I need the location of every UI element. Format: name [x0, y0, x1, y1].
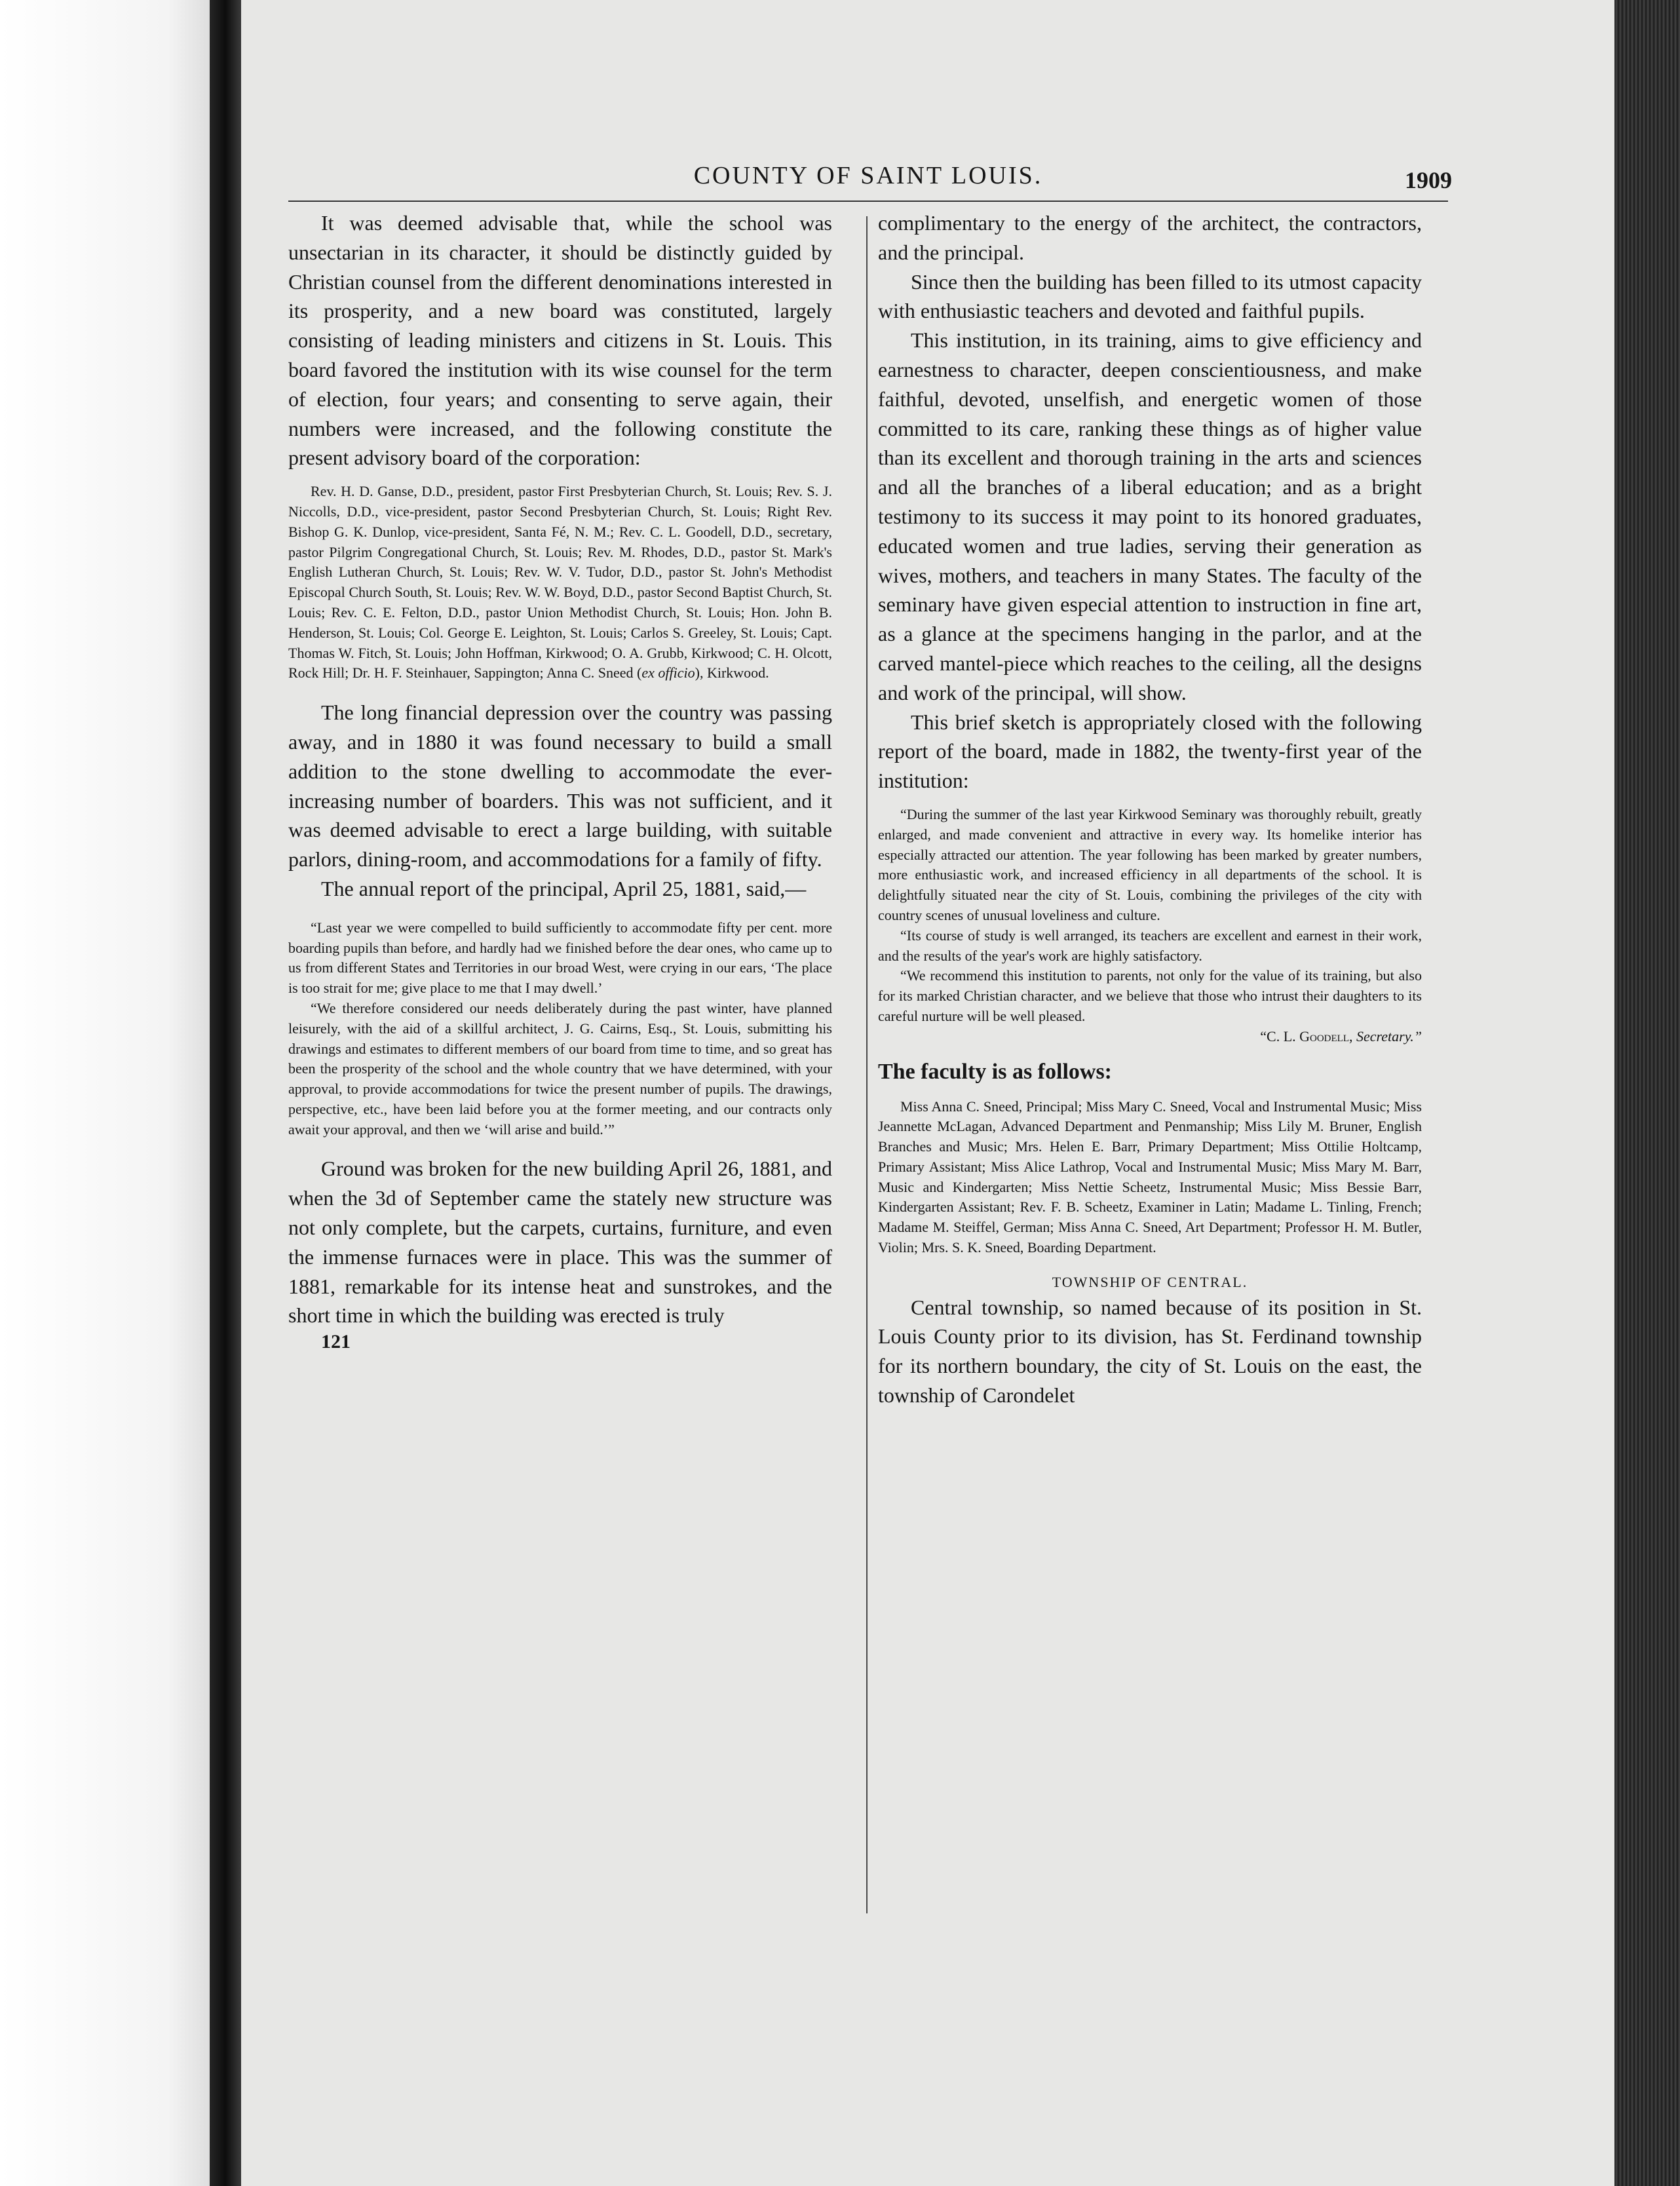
board-list-italic: ex officio	[641, 664, 695, 681]
quote-paragraph: “Last year we were compelled to build sufficiently to accommodate fifty per cent. more boarding pupils than before, and hardly had we finished before the dear ones, who came up to us from different States and Territories in our broad West, were crying in our ears, ‘The place is too strait for me; give place to me that I may dwell.’	[288, 919, 832, 997]
paragraph: complimentary to the energy of the architect, the contractors, and the principal.	[878, 211, 1422, 264]
facing-page-edge	[0, 0, 210, 2186]
paragraph: Central township, so named because of its position in St. Louis County prior to its division, has St. Ferdinand township for its northern boundary, the city of St. Louis on the east, the township of Carondelet	[878, 1295, 1422, 1408]
right-column	[878, 208, 1422, 1410]
signature-title: Secretary.”	[1356, 1027, 1422, 1045]
quote-paragraph: “We recommend this institution to parents, not only for the value of its training, but also for its marked Christian character, and we believe that those who intrust their daughters to its careful nurture will be well pleased.	[878, 967, 1422, 1024]
page-stack-edge	[1614, 0, 1680, 2186]
left-column	[288, 208, 832, 1354]
book-gutter	[210, 0, 241, 2186]
board-list	[288, 482, 832, 683]
page-header	[288, 161, 1452, 201]
signature-mark: 121	[321, 1331, 351, 1353]
board-list-text: Rev. H. D. Ganse, D.D., president, pastor First Presbyterian Church, St. Louis; Rev. S. J. Niccolls, D.D., vice-president, pastor Second Presbyterian Church, St. Louis; Right Rev. Bishop G. K. Dunlop, vice-president, Santa Fé, N. M.; Rev. C. L. Goodell, D.D., secretary, pastor Pilgrim Congregational Church, St. Louis; Rev. M. Rhodes, D.D., pastor St. Mark's English Lutheran Church, St. Louis; Rev. W. V. Tudor, D.D., pastor St. John's Methodist Episcopal Church South, St. Louis; Rev. W. W. Boyd, D.D., pastor Second Baptist Church, St. Louis; Rev. C. E. Felton, D.D., pastor Union Methodist Church, St. Louis; Hon. John B. Henderson, St. Louis; Col. George E. Leighton, St. Louis; Carlos S. Greeley, St. Louis; Capt. Thomas W. Fitch, St. Louis; John Hoffman, Kirkwood; O. A. Grubb, Kirkwood; C. H. Olcott, Rock Hill; Dr. H. F. Steinhauer, Sappington; Anna C. Sneed (	[288, 483, 832, 681]
header-rule	[288, 201, 1448, 202]
section-heading: TOWNSHIP OF CENTRAL.	[1052, 1273, 1248, 1290]
quote-paragraph: “We therefore considered our needs deliberately during the past winter, have planned leisurely, with the aid of a skillful architect, J. G. Cairns, Esq., St. Louis, submitting his drawings and estimates to different members of our board from time to time, and so great has been the prosperity of the school and the whole country that we have determined, with your approval, to provide accommodations for twice the present number of pupils. The drawings, perspective, etc., have been laid before you at the former meeting, and our contracts only await your approval, and then we ‘will arise and build.’”	[288, 999, 832, 1138]
faculty-list: Miss Anna C. Sneed, Principal; Miss Mary C. Sneed, Vocal and Instrumental Music; Miss Jeannette McLagan, Advanced Department and Penmanship; Miss Lily M. Bruner, English Branches and Music; Mrs. Helen E. Barr, Primary Department; Miss Ottilie Holtcamp, Primary Assistant; Miss Alice Lathrop, Vocal and Instrumental Music; Miss Mary M. Barr, Music and Kindergarten; Miss Nettie Scheetz, Instrumental Music; Miss Bessie Barr, Kindergarten Assistant; Rev. F. B. Scheetz, Examiner in Latin; Madame L. Tinling, French; Madame M. Steiffel, German; Miss Anna C. Sneed, Art Department; Professor H. M. Butler, Violin; Mrs. S. K. Sneed, Boarding Department.	[878, 1098, 1422, 1256]
paragraph: This brief sketch is appropriately closed with the following report of the board, made in 1882, the twenty-first year of the institution:	[878, 710, 1422, 793]
column-divider	[866, 216, 868, 1913]
page-number: 1909	[1405, 167, 1452, 193]
paragraph: Since then the building has been filled to its utmost capacity with enthusiastic teachers and devoted and faithful pupils.	[878, 269, 1422, 323]
faculty-heading: The faculty is as follows:	[878, 1059, 1112, 1084]
paragraph: This institution, in its training, aims to give efficiency and earnestness to character, deepen conscientiousness, and make faithful, devoted, unselfish, and energetic women of those committed to its care, ranking these things as of higher value than its excellent and thorough training in the arts and sciences and all the branches of a liberal education; and as a bright testimony to its success it may point to its honored graduates, educated women and true ladies, serving their generation as wives, mothers, and teachers in many States. The faculty of the seminary have given especial attention to instruction in fine art, as a glance at the specimens hanging in the parlor, and at the carved mantel-piece which reaches to the ceiling, all the designs and work of the principal, will show.	[878, 328, 1422, 704]
quote-paragraph: “Its course of study is well arranged, its teachers are excellent and earnest in their work, and the results of the year's work are highly satisfactory.	[878, 927, 1422, 964]
paragraph: The annual report of the principal, April 25, 1881, said,—	[321, 876, 807, 900]
signature-name: “C. L. Goodell,	[1260, 1027, 1356, 1045]
running-head: COUNTY OF SAINT LOUIS.	[693, 162, 1043, 189]
quote-paragraph: “During the summer of the last year Kirkwood Seminary was thoroughly rebuilt, greatly enlarged, and made convenient and attractive in every way. Its homelike interior has especially attracted our attention. The year following has been marked by greater numbers, more enthusiastic work, and increased efficiency in all departments of the school. It is delightfully situated near the city of St. Louis, combining the privileges of the city with country scenes of unusual loveliness and culture.	[878, 805, 1422, 923]
board-list-end: ), Kirkwood.	[695, 664, 769, 681]
quote-signature	[878, 1027, 1422, 1047]
paragraph: Ground was broken for the new building April 26, 1881, and when the 3d of September came the stately new structure was not only complete, but the carpets, curtains, furniture, and even the immense furnaces were in place. This was the summer of 1881, remarkable for its intense heat and sunstrokes, and the short time in which the building was erected is truly	[288, 1157, 832, 1328]
paragraph: It was deemed advisable that, while the school was unsectarian in its character, it should be distinctly guided by Christian counsel from the different denominations interested in its prosperity, and a new board was constituted, largely consisting of leading ministers and citizens in St. Louis. This board favored the institution with its wise counsel for the term of election, four years; and consenting to serve again, their numbers were increased, and the following constitute the present advisory board of the corporation:	[288, 211, 832, 470]
paragraph: The long financial depression over the country was passing away, and in 1880 it was found necessary to build a small addition to the stone dwelling to accommodate the ever-increasing number of boarders. This was not sufficient, and it was deemed advisable to erect a large building, with suitable parlors, dining-room, and accommodations for a family of fifty.	[288, 700, 832, 872]
